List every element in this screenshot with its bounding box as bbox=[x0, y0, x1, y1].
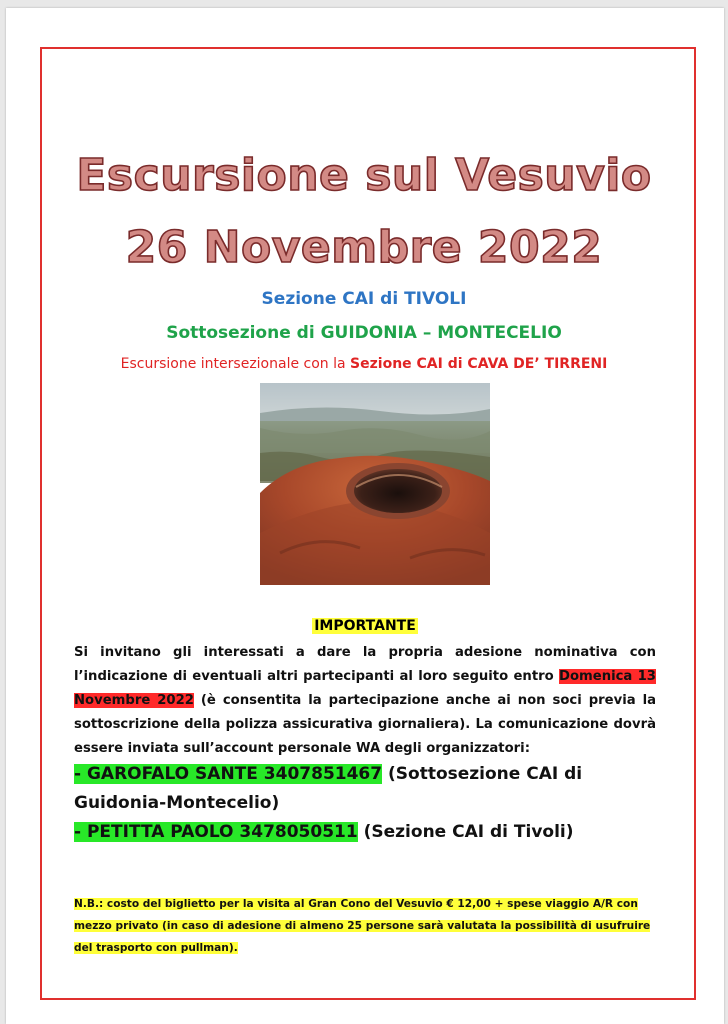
importante-label: IMPORTANTE bbox=[314, 618, 416, 634]
importante-heading bbox=[74, 618, 656, 634]
contact-garofalo bbox=[74, 760, 656, 818]
title-line-1: Escursione sul Vesuvio bbox=[76, 150, 652, 201]
contact-garofalo-affiliation: (Sottosezione CAI di Guidonia-Montecelio) bbox=[74, 764, 583, 813]
vesuvius-crater-photo bbox=[260, 383, 490, 585]
nb-note bbox=[74, 893, 654, 959]
instructions-paragraph bbox=[74, 641, 656, 761]
intersezionale-line bbox=[0, 356, 728, 372]
contact-petitta bbox=[74, 818, 656, 847]
deadline-highlight: Domenica 13 Novembre 2022 bbox=[74, 669, 656, 708]
sottosezione-heading: Sottosezione di GUIDONIA – MONTECELIO bbox=[166, 323, 562, 343]
contact-petitta-affiliation: (Sezione CAI di Tivoli) bbox=[357, 822, 574, 842]
nb-note-text: N.B.: costo del biglietto per la visita al Gran Cono del Vesuvio € 12,00 + spese viaggio A/R con mezzo privato (in caso di adesione di almeno 25 persone sarà valutata la possibilità di usufruire del trasporto con pullman). bbox=[74, 898, 651, 954]
contact-garofalo-name: - GAROFALO SANTE 3407851467 bbox=[74, 764, 383, 784]
title-line-2: 26 Novembre 2022 bbox=[125, 222, 603, 273]
instructions-part1: Si invitano gli interessati a dare la propria adesione nominativa con l’indicazione di eventuali altri partecipanti al loro seguito entro bbox=[74, 645, 656, 684]
instructions-part2: (è consentita la partecipazione anche ai non soci previa la sottoscrizione della polizza assicurativa giornaliera). La comunicazione dovrà essere inviata sull’account personale WA degli organizzatori: bbox=[74, 693, 656, 756]
intersezionale-prefix: Escursione intersezionale con la bbox=[120, 356, 351, 372]
contact-petitta-name: - PETITTA PAOLO 3478050511 bbox=[74, 822, 358, 842]
sezione-heading: Sezione CAI di TIVOLI bbox=[261, 289, 467, 309]
intersezionale-section: Sezione CAI di CAVA DE’ TIRRENI bbox=[350, 356, 608, 372]
